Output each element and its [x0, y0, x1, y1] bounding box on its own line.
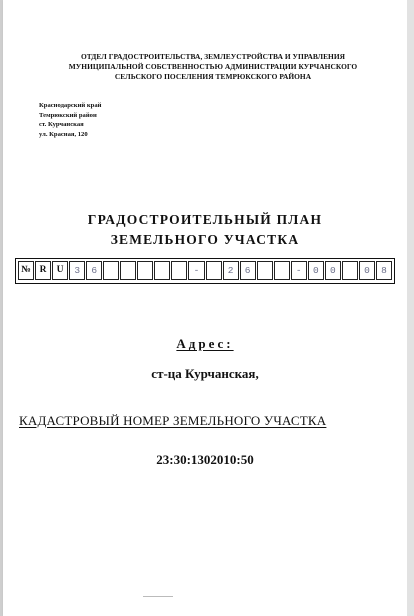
cadastral-number-value: 23:30:1302010:50 — [156, 452, 254, 467]
cadastral-number-label: КАДАСТРОВЫЙ НОМЕР ЗЕМЕЛЬНОГО УЧАСТКА — [19, 413, 327, 428]
registration-number-cell: 2 — [223, 261, 239, 280]
registration-number-cell — [206, 261, 222, 280]
issuer-address-block — [39, 101, 101, 139]
registration-number-cell: 3 — [69, 261, 85, 280]
department-header — [23, 52, 403, 82]
issuer-address-line-1: Краснодарский край — [39, 102, 102, 109]
department-header-line-2: МУНИЦИПАЛЬНОЙ СОБСТВЕННОСТЬЮ АДМИНИСТРАЦИИ КУРЧАНСКОГО — [68, 62, 358, 71]
issuer-address-line-4: ул. Красная, 120 — [39, 130, 88, 138]
registration-number-cell — [274, 261, 290, 280]
department-header-line-3: СЕЛЬСКОГО ПОСЕЛЕНИЯ ТЕМРЮКСКОГО РАЙОНА — [114, 72, 312, 81]
scan-edge — [407, 0, 414, 616]
issuer-address-line-3: ст. Курчанская — [39, 121, 84, 129]
document-title-line-1: ГРАДОСТРОИТЕЛЬНЫЙ ПЛАН — [87, 212, 323, 227]
registration-number-cell — [103, 261, 119, 280]
document-title-line-2: ЗЕМЕЛЬНОГО УЧАСТКА — [110, 232, 300, 247]
registration-number-cell: R — [35, 261, 51, 280]
registration-number-cell — [120, 261, 136, 280]
registration-number-cell: - — [188, 261, 204, 280]
registration-number-cell: 8 — [376, 261, 392, 280]
registration-number-cell — [137, 261, 153, 280]
registration-number-cell — [154, 261, 170, 280]
registration-number-cell: № — [18, 261, 34, 280]
registration-number-cell: 6 — [240, 261, 256, 280]
issuer-address-line-2: Темрюкский район — [39, 111, 97, 119]
registration-number-cell: 6 — [86, 261, 102, 280]
registration-number-cell — [257, 261, 273, 280]
registration-number-cell — [342, 261, 358, 280]
registration-number-cell: U — [52, 261, 68, 280]
registration-number-grid — [15, 258, 395, 284]
address-label: Адрес: — [176, 336, 234, 351]
registration-number-cell: - — [291, 261, 307, 280]
department-header-line-1: ОТДЕЛ ГРАДОСТРОИТЕЛЬСТВА, ЗЕМЛЕУСТРОЙСТВА И УПРАВЛЕНИЯ — [80, 52, 346, 61]
registration-number-cell — [171, 261, 187, 280]
document-page — [3, 0, 407, 616]
address-value: ст-ца Курчанская, — [151, 366, 259, 381]
registration-number-cell: 0 — [359, 261, 375, 280]
scan-artifact — [143, 596, 173, 597]
registration-number-cell: 0 — [308, 261, 324, 280]
registration-number-cell: 0 — [325, 261, 341, 280]
document-title — [3, 210, 407, 250]
